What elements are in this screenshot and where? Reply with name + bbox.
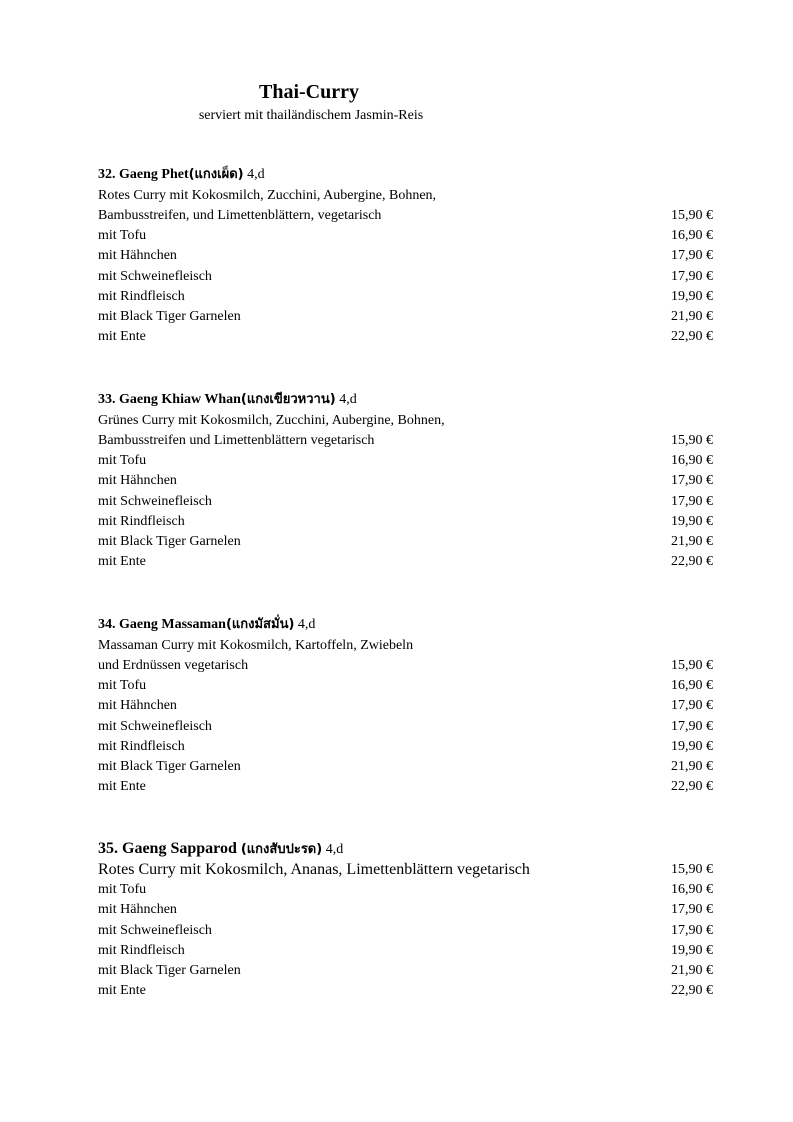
option-label: mit Schweinefleisch	[98, 493, 212, 509]
dish-description: Rotes Curry mit Kokosmilch, Ananas, Limettenblättern vegetarisch	[98, 861, 530, 878]
option-price: 19,90 €	[671, 942, 713, 958]
dish-description: Grünes Curry mit Kokosmilch, Zucchini, Aubergine, Bohnen,	[98, 413, 445, 428]
base-price: 15,90 €	[671, 862, 713, 877]
option-price: 17,90 €	[671, 493, 713, 509]
allergen-codes: 4,d	[335, 392, 357, 407]
dish-description: Bambusstreifen, und Limettenblättern, vegetarisch	[98, 208, 382, 223]
menu-row	[98, 206, 713, 226]
option-label: mit Ente	[98, 554, 146, 570]
option-price: 17,90 €	[671, 473, 713, 489]
option-price: 16,90 €	[671, 882, 713, 898]
option-label: mit Hähnchen	[98, 248, 177, 264]
option-label: mit Black Tiger Garnelen	[98, 962, 241, 978]
menu-row	[98, 307, 713, 327]
dish-description: Bambusstreifen und Limettenblättern vegetarisch	[98, 433, 375, 448]
base-price: 15,90 €	[671, 658, 713, 673]
menu-row	[98, 656, 713, 676]
dish-name: 34. Gaeng Massaman	[98, 617, 226, 632]
option-label: mit Hähnchen	[98, 902, 177, 918]
page-subtitle: serviert mit thailändischem Jasmin-Reis	[198, 108, 424, 123]
option-label: mit Black Tiger Garnelen	[98, 758, 241, 774]
menu-section-33	[98, 389, 713, 572]
option-label: mit Black Tiger Garnelen	[98, 533, 241, 549]
option-price: 21,90 €	[671, 533, 713, 549]
option-label: mit Hähnchen	[98, 698, 177, 714]
allergen-codes: 4,d	[322, 842, 344, 857]
menu-row	[98, 532, 713, 552]
menu-row	[98, 267, 713, 287]
dish-name: 33. Gaeng Khiaw Whan	[98, 392, 241, 407]
menu-row	[98, 696, 713, 716]
option-label: mit Schweinefleisch	[98, 922, 212, 938]
option-label: mit Ente	[98, 983, 146, 999]
menu-row	[98, 512, 713, 532]
menu-row	[98, 287, 713, 307]
option-price: 17,90 €	[671, 248, 713, 264]
allergen-codes: 4,d	[294, 617, 316, 632]
option-label: mit Rindfleisch	[98, 738, 185, 754]
section-heading	[98, 838, 713, 860]
option-label: mit Tofu	[98, 228, 147, 244]
menu-row	[98, 492, 713, 512]
menu-row	[98, 552, 713, 572]
option-label: mit Rindfleisch	[98, 942, 185, 958]
menu-section-32	[98, 164, 713, 347]
option-price: 21,90 €	[671, 308, 713, 324]
option-price: 19,90 €	[671, 738, 713, 754]
menu-section-35	[98, 838, 713, 1001]
menu-row	[98, 961, 713, 981]
option-price: 17,90 €	[671, 902, 713, 918]
menu-row	[98, 471, 713, 491]
menu-row	[98, 860, 713, 880]
option-price: 17,90 €	[671, 698, 713, 714]
menu-row	[98, 981, 713, 1001]
dish-thai-name: (แกงเขียวหวาน)	[240, 392, 336, 407]
base-price: 15,90 €	[671, 208, 713, 223]
menu-row	[98, 941, 713, 961]
option-label: mit Ente	[98, 779, 146, 795]
option-price: 17,90 €	[671, 718, 713, 734]
option-label: mit Schweinefleisch	[98, 718, 212, 734]
option-price: 16,90 €	[671, 228, 713, 244]
option-price: 22,90 €	[671, 779, 713, 795]
option-label: mit Hähnchen	[98, 473, 177, 489]
option-label: mit Tofu	[98, 453, 147, 469]
menu-row	[98, 327, 713, 347]
dish-thai-name: (แกงสับปะรด)	[240, 842, 323, 857]
option-price: 22,90 €	[671, 983, 713, 999]
option-label: mit Tofu	[98, 678, 147, 694]
option-price: 21,90 €	[671, 962, 713, 978]
menu-row	[98, 451, 713, 471]
option-label: mit Rindfleisch	[98, 288, 185, 304]
dish-description: und Erdnüssen vegetarisch	[98, 658, 249, 673]
dish-description: Rotes Curry mit Kokosmilch, Zucchini, Aubergine, Bohnen,	[98, 188, 437, 203]
option-label: mit Rindfleisch	[98, 513, 185, 529]
menu-section-34	[98, 614, 713, 797]
option-label: mit Tofu	[98, 882, 147, 898]
page-title: Thai-Curry	[259, 81, 359, 103]
option-price: 16,90 €	[671, 678, 713, 694]
menu-row	[98, 676, 713, 696]
dish-name: 35. Gaeng Sapparod	[98, 840, 241, 857]
menu-row	[98, 900, 713, 920]
menu-row	[98, 246, 713, 266]
menu-row	[98, 737, 713, 757]
dish-name: 32. Gaeng Phet	[98, 167, 189, 182]
option-price: 21,90 €	[671, 758, 713, 774]
section-heading	[98, 164, 713, 186]
option-price: 22,90 €	[671, 329, 713, 345]
menu-row	[98, 717, 713, 737]
option-label: mit Ente	[98, 329, 146, 345]
option-price: 22,90 €	[671, 554, 713, 570]
option-price: 16,90 €	[671, 453, 713, 469]
menu-row	[98, 777, 713, 797]
dish-description: Massaman Curry mit Kokosmilch, Kartoffeln, Zwiebeln	[98, 638, 414, 653]
menu-row	[98, 880, 713, 900]
option-label: mit Black Tiger Garnelen	[98, 308, 241, 324]
menu-row	[98, 921, 713, 941]
allergen-codes: 4,d	[243, 167, 265, 182]
option-price: 17,90 €	[671, 922, 713, 938]
section-heading	[98, 614, 713, 636]
dish-thai-name: (แกงมัสมั่น)	[225, 617, 295, 632]
option-price: 19,90 €	[671, 513, 713, 529]
dish-thai-name: (แกงเผ็ด)	[188, 167, 244, 182]
option-price: 19,90 €	[671, 288, 713, 304]
section-heading	[98, 389, 713, 411]
menu-row	[98, 757, 713, 777]
base-price: 15,90 €	[671, 433, 713, 448]
menu-row	[98, 226, 713, 246]
option-price: 17,90 €	[671, 268, 713, 284]
menu-row	[98, 431, 713, 451]
option-label: mit Schweinefleisch	[98, 268, 212, 284]
